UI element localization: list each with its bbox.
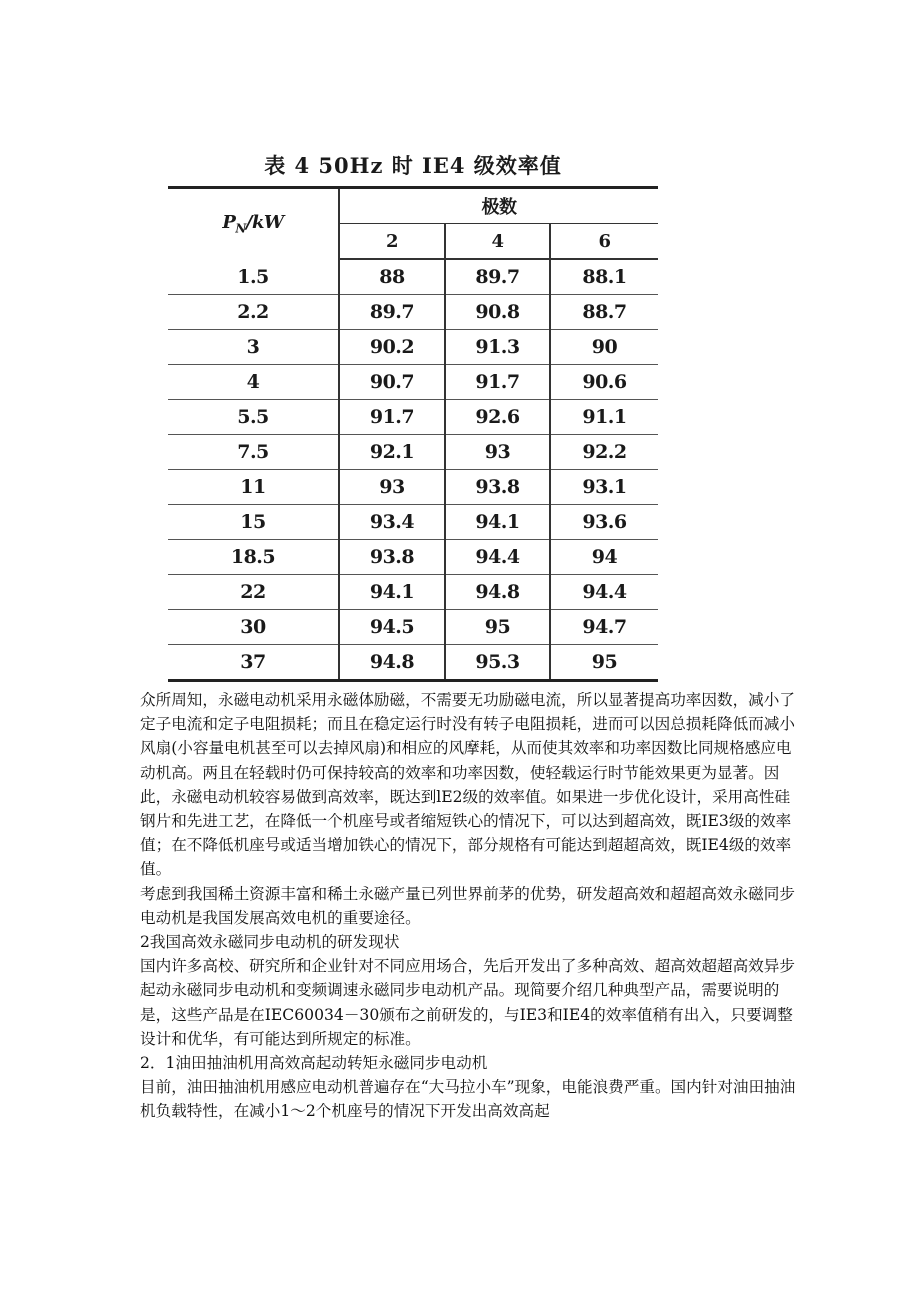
table-row [168, 259, 658, 295]
pole-2-cell: 93.8 [339, 540, 445, 575]
pn-cell: 7.5 [168, 435, 339, 470]
pn-cell: 22 [168, 575, 339, 610]
paragraph-intro: 众所周知，永磁电动机采用永磁体励磁，不需要无功励磁电流，所以显著提高功率因数，减小了定子电流和定子电阻损耗；而且在稳定运行时没有转子电阻损耗，进而可以因总损耗降低而减小风扇(小容量电机甚至可以去掉风扇)和相应的风摩耗，从而使其效率和功率因数比同规格感应电动机高。两且在轻载时仍可保持较高的效率和功率因数，使轻载运行时节能效果更为显著。因此，永磁电动机较容易做到高效率，既达到lE2级的效率值。如果进一步优化设计，采用高性硅钢片和先进工艺，在降低一个机座号或者缩短铁心的情况下，可以达到超高效，既IE3级的效率值；在不降低机座号或适当增加铁心的情况下，部分规格有可能达到超超高效，既IE4级的效率值。 [140, 691, 795, 879]
pole-6-cell: 88.7 [550, 295, 658, 330]
pole-4-cell: 90.8 [445, 295, 550, 330]
pole-4-cell: 93.8 [445, 470, 550, 505]
table-row [168, 330, 658, 365]
pole-6-cell: 90 [550, 330, 658, 365]
pole-2-cell: 90.7 [339, 365, 445, 400]
pole-6-cell: 88.1 [550, 259, 658, 295]
pole-4-cell: 94.8 [445, 575, 550, 610]
section-heading-2: 2我国高效永磁同步电动机的研发现状 [140, 933, 400, 952]
pole-2-cell: 88 [339, 259, 445, 295]
paragraph-rare-earth: 考虑到我国稀土资源丰富和稀土永磁产量已列世界前茅的优势，研发超高效和超超高效永磁同步电动机是我国发展高效电机的重要途径。 [140, 884, 795, 927]
pole-2-cell: 93.4 [339, 505, 445, 540]
pole-6-cell: 94.7 [550, 610, 658, 645]
pole-4-cell: 95.3 [445, 645, 550, 681]
pn-cell: 11 [168, 470, 339, 505]
table-row [168, 295, 658, 330]
table-row [168, 400, 658, 435]
pole-6-cell: 94.4 [550, 575, 658, 610]
pole-2-cell: 92.1 [339, 435, 445, 470]
pole-4-cell: 93 [445, 435, 550, 470]
pn-cell: 37 [168, 645, 339, 681]
pn-cell: 1.5 [237, 265, 269, 288]
section-heading-2-1: 2．1油田抽油机用高效高起动转矩永磁同步电动机 [140, 1054, 488, 1073]
table-row [168, 610, 658, 645]
pole-6-cell: 93.1 [550, 470, 658, 505]
pole-2-cell: 94.8 [339, 645, 445, 681]
pole-4-cell: 94.1 [445, 505, 550, 540]
pole-4-cell: 89.7 [445, 259, 550, 295]
pole-2-header: 2 [339, 224, 445, 260]
paragraph-oilfield: 目前，油田抽油机用感应电动机普遍存在“大马拉小车”现象，电能浪费严重。国内针对油田抽油机负载特性，在减小1～2个机座号的情况下开发出高效高起 [140, 1078, 796, 1121]
pole-6-cell: 94 [550, 540, 658, 575]
pn-cell: 30 [168, 610, 339, 645]
table-row [168, 470, 658, 505]
pole-2-cell: 93 [339, 470, 445, 505]
pole-6-cell: 93.6 [550, 505, 658, 540]
pole-4-cell: 92.6 [445, 400, 550, 435]
pole-4-cell: 91.3 [445, 330, 550, 365]
ie4-efficiency-table [168, 186, 658, 682]
table-row [168, 540, 658, 575]
table-row [168, 645, 658, 681]
pole-2-cell: 89.7 [339, 295, 445, 330]
pn-cell: 18.5 [168, 540, 339, 575]
pole-4-cell: 95 [445, 610, 550, 645]
table-row [168, 575, 658, 610]
table-row [168, 435, 658, 470]
pn-cell: 2.2 [168, 295, 339, 330]
pole-6-header: 6 [550, 224, 658, 260]
pn-cell: 4 [168, 365, 339, 400]
pole-4-header: 4 [445, 224, 550, 260]
efficiency-table-block [168, 148, 658, 682]
pole-6-cell: 95 [550, 645, 658, 681]
paragraph-domestic-research: 国内许多高校、研究所和企业针对不同应用场合，先后开发出了多种高效、超高效超超高效异步起动永磁同步电动机和变频调速永磁同步电动机产品。现简要介绍几种典型产品，需要说明的是，这些产品是在IEC60034－30颁布之前研发的，与IE3和IE4的效率值稍有出入，只要调整设计和优华，有可能达到所规定的标准。 [140, 957, 795, 1048]
pole-2-cell: 94.5 [339, 610, 445, 645]
table-caption: 表 4 50Hz 时 IE4 级效率值 [264, 153, 562, 178]
pole-6-cell: 90.6 [550, 365, 658, 400]
pole-4-cell: 94.4 [445, 540, 550, 575]
pole-2-cell: 91.7 [339, 400, 445, 435]
pole-4-cell: 91.7 [445, 365, 550, 400]
pole-6-cell: 91.1 [550, 400, 658, 435]
article-body [140, 688, 800, 1124]
table-row [168, 505, 658, 540]
pn-kw-header: $P_N/kW$ [222, 212, 284, 236]
pn-cell: 15 [168, 505, 339, 540]
pole-2-cell: 90.2 [339, 330, 445, 365]
pole-2-cell: 94.1 [339, 575, 445, 610]
pn-cell: 3 [168, 330, 339, 365]
pole-6-cell: 92.2 [550, 435, 658, 470]
pn-cell: 5.5 [168, 400, 339, 435]
table-row [168, 365, 658, 400]
pole-count-header: 极数 [339, 188, 658, 224]
